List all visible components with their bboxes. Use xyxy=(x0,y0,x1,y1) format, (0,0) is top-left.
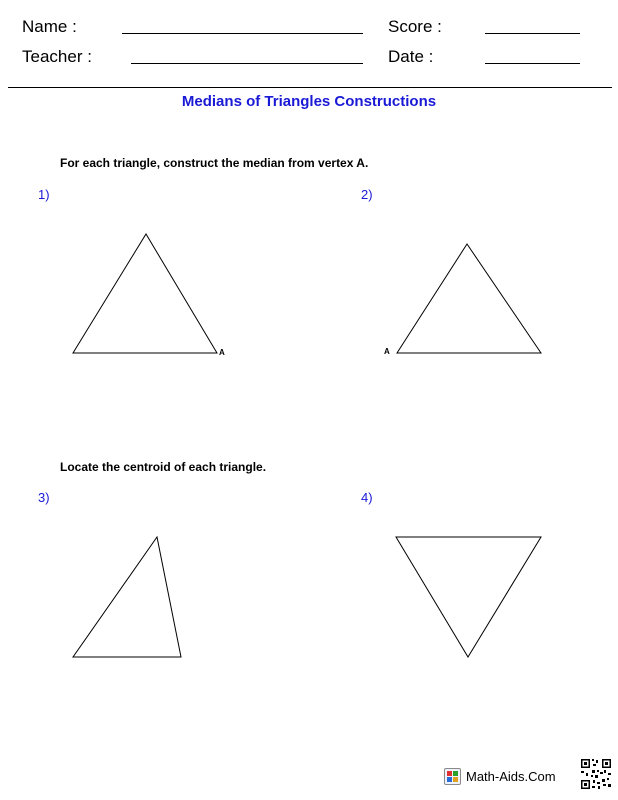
section1-instruction: For each triangle, construct the median from vertex A. xyxy=(60,156,369,170)
footer-site-text[interactable]: Math-Aids.Com xyxy=(466,769,556,784)
qr-code-icon xyxy=(580,758,612,790)
problem-2-triangle xyxy=(397,244,541,353)
problem-2-number: 2) xyxy=(361,187,373,202)
problem-1-triangle xyxy=(73,234,217,353)
problem-4-triangle xyxy=(396,537,541,657)
problem-1-vertex-label: A xyxy=(219,348,225,357)
problem-4-number: 4) xyxy=(361,490,373,505)
problem-1-number: 1) xyxy=(38,187,50,202)
name-label: Name : xyxy=(22,17,77,36)
problem-3-number: 3) xyxy=(38,490,50,505)
calculator-icon xyxy=(444,768,461,785)
date-label: Date : xyxy=(388,47,434,66)
section2-instruction: Locate the centroid of each triangle. xyxy=(60,460,267,474)
teacher-label: Teacher : xyxy=(22,47,92,66)
problem-2-vertex-label: A xyxy=(384,347,390,356)
score-label: Score : xyxy=(388,17,442,36)
problem-3-triangle xyxy=(73,537,181,657)
worksheet-title: Medians of Triangles Constructions xyxy=(181,93,437,110)
